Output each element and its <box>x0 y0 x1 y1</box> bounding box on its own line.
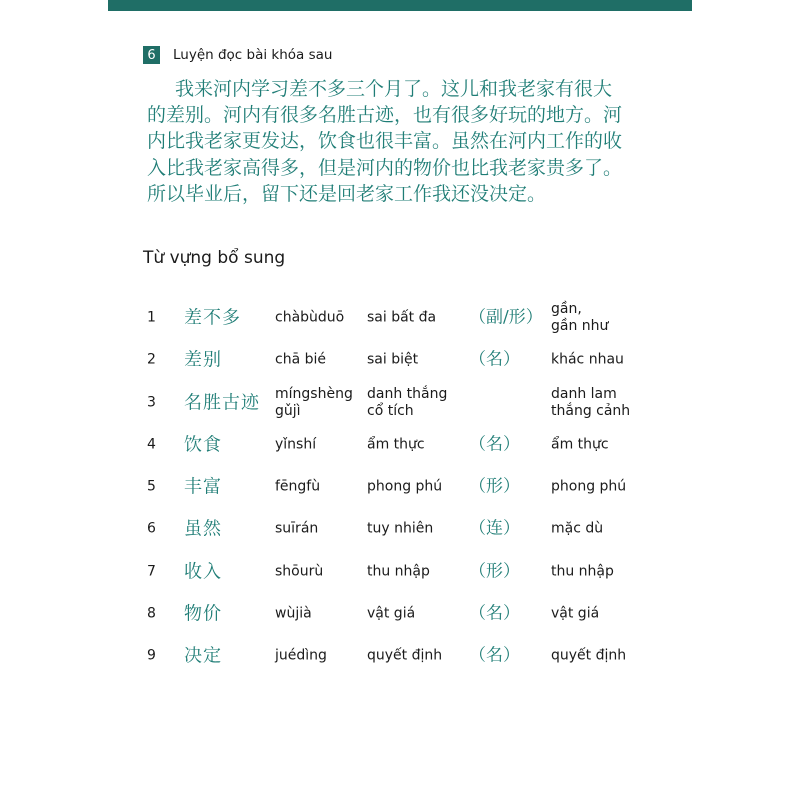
section-header <box>143 46 332 64</box>
vocab-table <box>146 297 666 677</box>
vocab-meaning-line: ẩm thực <box>551 436 609 453</box>
vocab-hanzi: 物价 <box>184 603 222 625</box>
vocab-pinyin-line: míngshèng <box>275 385 353 402</box>
vocab-part-of-speech: （名） <box>469 349 520 370</box>
vocab-number: 4 <box>147 436 156 453</box>
vocab-part-of-speech: （副/形） <box>469 307 543 328</box>
vocab-row <box>146 551 666 593</box>
vocab-pinyin: chàbùduō <box>275 309 345 326</box>
vocab-number: 6 <box>147 520 156 537</box>
vocab-pinyin: wùjià <box>275 605 312 622</box>
vocab-meaning-line: danh lam <box>551 385 617 402</box>
vocab-pinyin: yǐnshí <box>275 436 317 453</box>
vocab-hanzi: 差不多 <box>184 307 241 329</box>
vocab-row <box>146 424 666 466</box>
vocab-heading: Từ vựng bổ sung <box>143 248 286 268</box>
vocab-number: 3 <box>147 394 156 411</box>
vocab-meaning <box>551 563 614 580</box>
passage-line: 的差别。河内有很多名胜古迹，也有很多好玩的地方。河 <box>147 104 623 127</box>
passage-line: 内比我老家更发达，饮食也很丰富。虽然在河内工作的收 <box>147 130 623 153</box>
vocab-hanviet: vật giá <box>367 605 416 622</box>
vocab-number: 1 <box>147 309 156 326</box>
vocab-meaning <box>551 301 608 335</box>
vocab-hanzi: 虽然 <box>184 518 222 540</box>
vocab-part-of-speech: （连） <box>469 518 520 539</box>
vocab-hanviet <box>367 386 447 420</box>
vocab-meaning <box>551 386 630 420</box>
vocab-meaning-line: phong phú <box>551 478 627 495</box>
vocab-hanzi: 丰富 <box>184 476 222 498</box>
vocab-pinyin: shōurù <box>275 563 324 580</box>
vocab-meaning-line: thắng cảnh <box>551 402 631 419</box>
passage-line: 所以毕业后，留下还是回老家工作我还没决定。 <box>147 182 547 205</box>
vocab-pinyin: chā bié <box>275 351 326 368</box>
vocab-row <box>146 297 666 339</box>
vocab-number: 7 <box>147 563 156 580</box>
vocab-hanzi: 收入 <box>184 561 222 583</box>
vocab-hanviet: ẩm thực <box>367 436 425 453</box>
top-color-bar <box>108 0 692 11</box>
vocab-pinyin: suīrán <box>275 520 319 537</box>
vocab-meaning-line: gần như <box>551 318 609 335</box>
section-title: Luyện đọc bài khóa sau <box>173 47 333 63</box>
vocab-meaning <box>551 521 603 538</box>
vocab-row <box>146 593 666 635</box>
vocab-hanzi: 差别 <box>184 349 222 371</box>
vocab-part-of-speech: （名） <box>469 645 520 666</box>
vocab-row <box>146 508 666 550</box>
section-number-badge: 6 <box>143 46 160 64</box>
vocab-part-of-speech: （名） <box>469 434 520 455</box>
vocab-meaning-line: mặc dù <box>551 520 604 537</box>
vocab-row <box>146 466 666 508</box>
vocab-pinyin-line: gǔjì <box>275 402 301 419</box>
vocab-row <box>146 382 666 424</box>
vocab-hanviet-line: danh thắng <box>367 385 448 402</box>
passage-line: 我来河内学习差不多三个月了。这儿和我老家有很大 <box>175 78 613 100</box>
vocab-number: 9 <box>147 647 156 664</box>
vocab-row <box>146 635 666 677</box>
vocab-part-of-speech: （形） <box>469 561 520 582</box>
vocab-meaning <box>551 352 624 369</box>
vocab-hanzi: 决定 <box>184 645 222 667</box>
vocab-hanviet: sai bất đa <box>367 309 437 326</box>
vocab-hanviet: phong phú <box>367 478 443 495</box>
vocab-meaning <box>551 436 609 453</box>
vocab-number: 2 <box>147 351 156 368</box>
vocab-hanviet: tuy nhiên <box>367 520 434 537</box>
vocab-meaning-line: khác nhau <box>551 351 624 368</box>
vocab-pinyin: juédìng <box>275 647 327 664</box>
vocab-meaning-line: thu nhập <box>551 563 614 580</box>
vocab-part-of-speech: （名） <box>469 603 520 624</box>
vocab-hanviet: quyết định <box>367 647 443 664</box>
passage-line: 入比我老家高得多，但是河内的物价也比我老家贵多了。 <box>147 156 623 179</box>
vocab-number: 8 <box>147 605 156 622</box>
reading-passage <box>147 76 647 207</box>
vocab-row <box>146 339 666 381</box>
vocab-meaning-line: vật giá <box>551 605 600 622</box>
vocab-meaning-line: quyết định <box>551 647 627 664</box>
vocab-meaning-line: gần, <box>551 301 582 318</box>
vocab-part-of-speech: （形） <box>469 476 520 497</box>
vocab-pinyin <box>275 386 353 420</box>
vocab-meaning <box>551 479 626 496</box>
vocab-hanviet-line: cổ tích <box>367 402 414 419</box>
vocab-hanviet: thu nhập <box>367 563 430 580</box>
vocab-hanviet: sai biệt <box>367 351 419 368</box>
vocab-pinyin: fēngfù <box>275 478 321 495</box>
vocab-meaning <box>551 605 599 622</box>
vocab-meaning <box>551 648 626 665</box>
vocab-hanzi: 饮食 <box>184 434 222 456</box>
vocab-number: 5 <box>147 478 156 495</box>
vocab-hanzi: 名胜古迹 <box>184 392 260 414</box>
